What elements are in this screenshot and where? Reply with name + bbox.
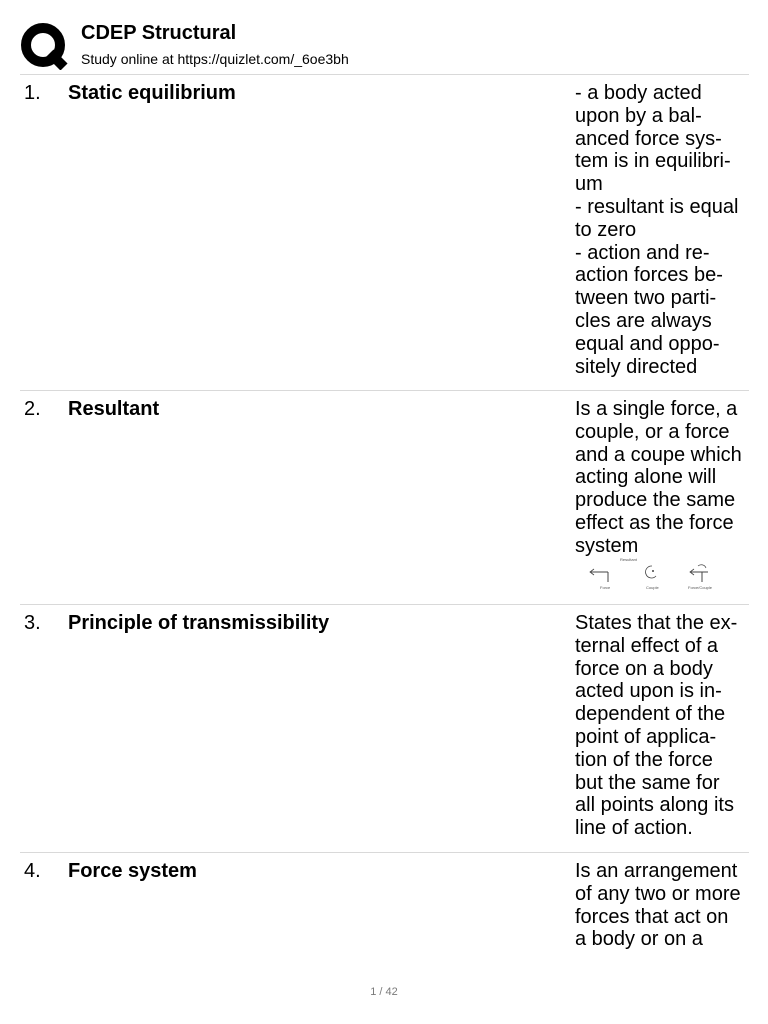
page-number: 1 / 42: [370, 986, 398, 998]
document-title: CDEP Structural: [81, 22, 237, 44]
card-term: Resultant: [68, 398, 160, 420]
card-number: 1.: [24, 82, 41, 104]
figure-label-force: Force: [600, 585, 611, 590]
card-divider: [20, 390, 749, 391]
card-number: 4.: [24, 860, 41, 882]
card-term: Force system: [68, 860, 197, 882]
quizlet-logo-icon: [20, 22, 68, 70]
card-number: 2.: [24, 398, 41, 420]
card-definition: Is a single force, a couple, or a force and a coupe which acting alone will produce the same effect as the force system: [575, 398, 742, 557]
card-term: Static equilibrium: [68, 82, 236, 104]
card-definition: - a body acted upon by a bal- anced force sys- tem is in equilibri- um - resultant is equal to zero - action and re- action forces be- tween two parti- cles are always equal and oppo- sitely directed: [575, 82, 739, 378]
header-divider: [20, 74, 749, 75]
card-divider: [20, 604, 749, 605]
card-definition: States that the ex- ternal effect of a force on a body acted upon is in- dependent of the point of applica- tion of the force but the same for all points along its line of action.: [575, 612, 738, 840]
card-divider: [20, 852, 749, 853]
figure-label-force-couple: Force/Couple: [688, 585, 713, 590]
card-term: Principle of transmissibility: [68, 612, 330, 634]
document-subtitle: Study online at https://quizlet.com/_6oe3bh: [81, 51, 349, 67]
resultant-diagram-image: [580, 556, 730, 596]
card-definition: Is an arrangement of any two or more forces that act on a body or on a: [575, 860, 741, 951]
card-number: 3.: [24, 612, 41, 634]
figure-label-couple: Couple: [646, 585, 659, 590]
figure-title: Resultant: [620, 557, 637, 562]
